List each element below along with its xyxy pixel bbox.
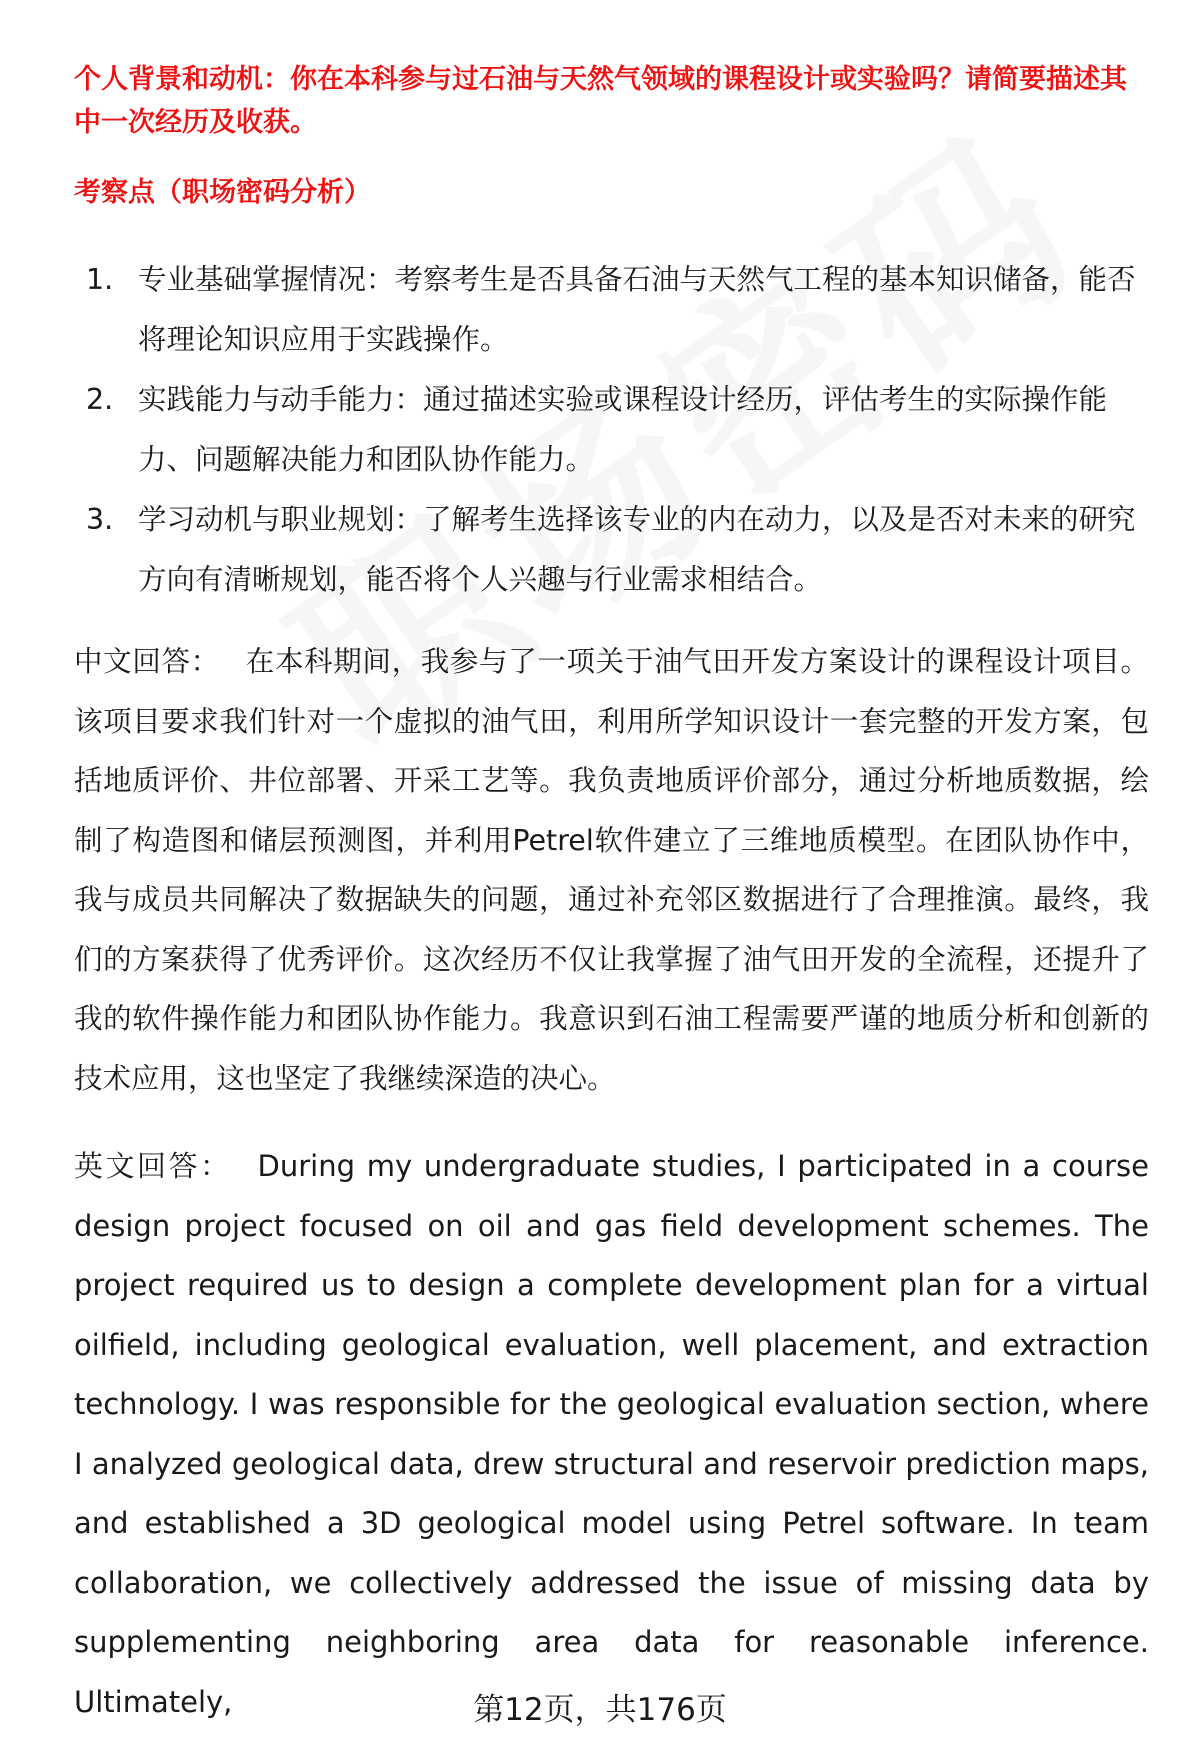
chinese-answer-label: 中文回答：: [74, 645, 220, 678]
chinese-answer-text: 在本科期间，我参与了一项关于油气田开发方案设计的课程设计项目。该项目要求我们针对一个虚拟的油气田，利用所学知识设计一套完整的开发方案，包括地质评价、井位部署、开采工艺等。我负责地质评价部分，通过分析地质数据，绘制了构造图和储层预测图，并利用Petrel软件建立了三维地质模型。在团队协作中，我与成员共同解决了数据缺失的问题，通过补充邻区数据进行了合理推演。最终，我们的方案获得了优秀评价。这次经历不仅让我掌握了油气田开发的全流程，还提升了我的软件操作能力和团队协作能力。我意识到石油工程需要严谨的地质分析和创新的技术应用，这也坚定了我继续深造的决心。: [74, 645, 1149, 1095]
list-text: 学习动机与职业规划：了解考生选择该专业的内在动力，以及是否对未来的研究方向有清晰规划，能否将个人兴趣与行业需求相结合。: [138, 503, 1136, 596]
list-number: 1.: [86, 263, 114, 296]
list-item: [74, 490, 1149, 610]
english-answer: [74, 1137, 1149, 1732]
assessment-points-list: [74, 250, 1149, 610]
english-answer-label: 英文回答：: [74, 1149, 232, 1183]
list-number: 3.: [86, 503, 114, 536]
list-number: 2.: [86, 383, 114, 416]
english-answer-text: During my undergraduate studies, I participated in a course design project focused on oil and gas field development schemes. The project required us to design a complete development plan for a virtual oilfield, including geological evaluation, well placement, and extraction technology. I was responsible for the geological evaluation section, where I analyzed geological data, drew structural and reservoir prediction maps, and established a 3D geological model using Petrel software. In team collaboration, we collectively addressed the issue of missing data by supplementing neighboring area data for reasonable inference. Ultimately,: [74, 1149, 1149, 1719]
list-text: 专业基础掌握情况：考察考生是否具备石油与天然气工程的基本知识储备，能否将理论知识应用于实践操作。: [138, 263, 1136, 356]
question-title: 个人背景和动机：你在本科参与过石油与天然气领域的课程设计或实验吗？请简要描述其中一次经历及收获。: [74, 64, 1127, 138]
list-text: 实践能力与动手能力：通过描述实验或课程设计经历，评估考生的实际操作能力、问题解决能力和团队协作能力。: [138, 383, 1108, 476]
section-heading: 考察点（职场密码分析）: [74, 177, 371, 208]
chinese-answer: [74, 632, 1149, 1108]
list-item: [74, 250, 1149, 370]
page-number: 第12页，共176页: [473, 1692, 727, 1728]
list-item: [74, 370, 1149, 490]
